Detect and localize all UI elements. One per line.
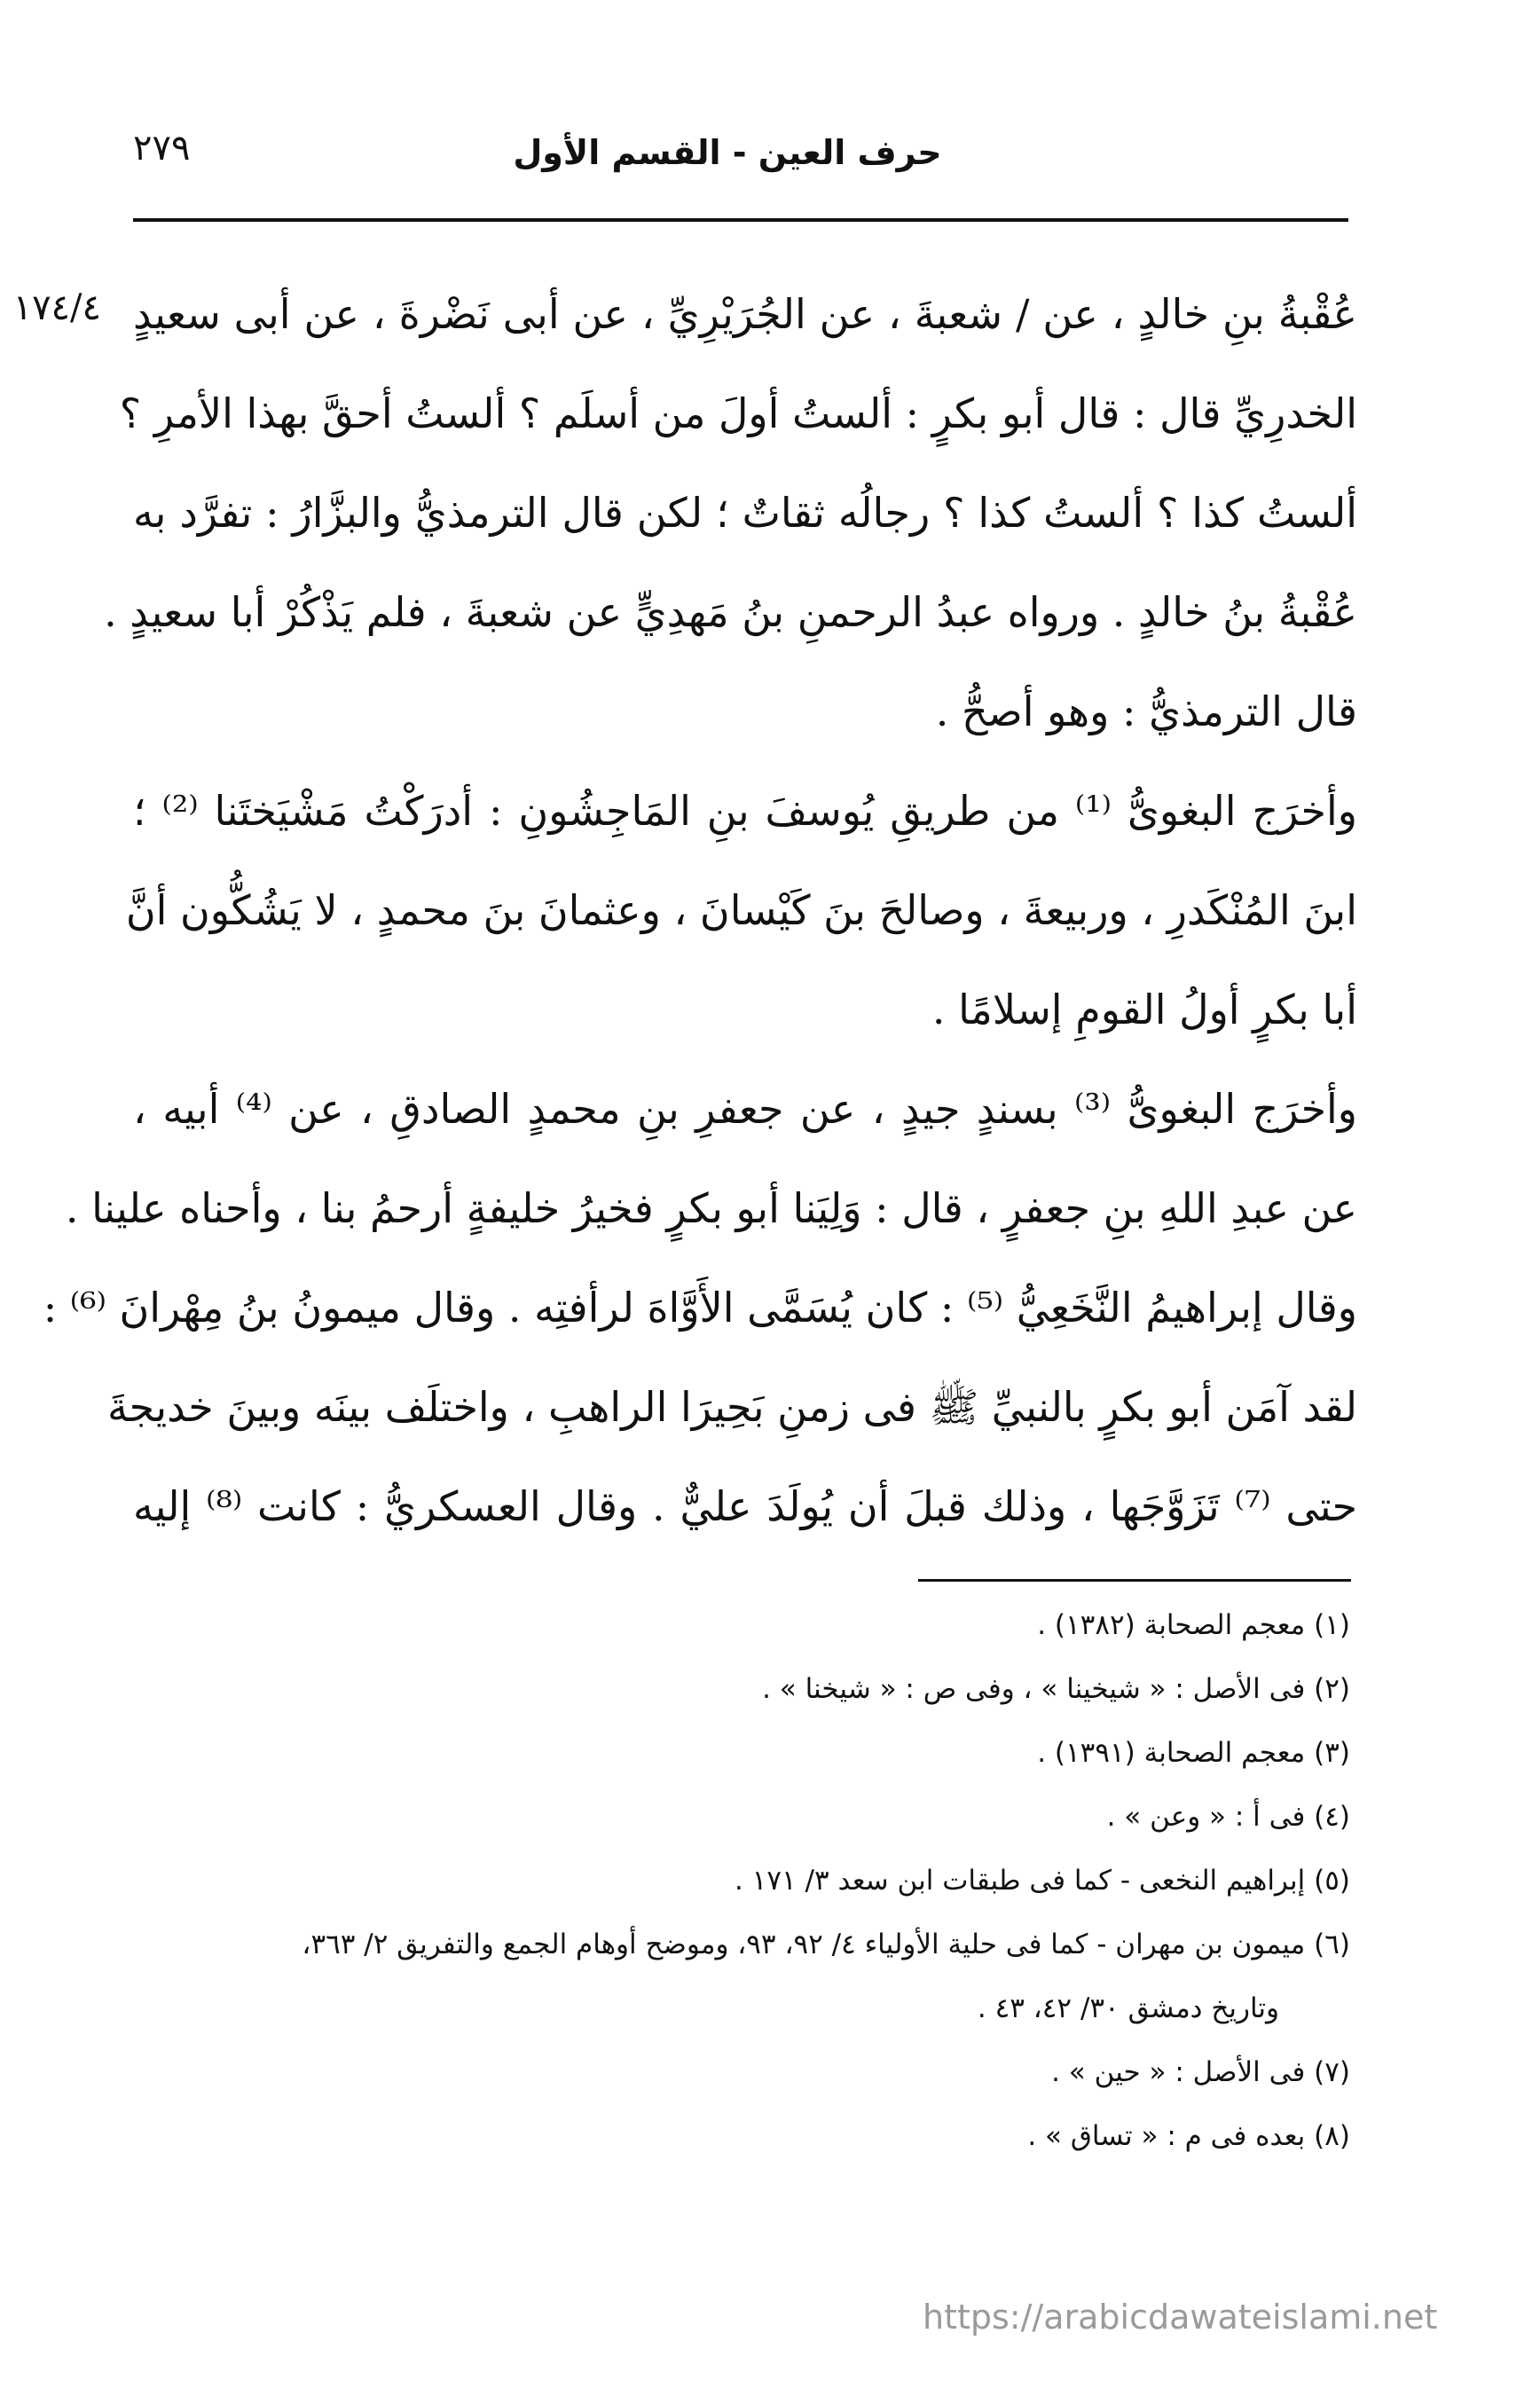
text-line: ابنَ المُنْكَدرِ ، وربيعةَ ، وصالحَ بنَ كَيْسانَ ، وعثمانَ بنَ محمدٍ ، لا يَشُكُّون أنَّ xyxy=(125,886,1357,934)
side-reference: ١٧٤/٤ xyxy=(12,287,101,328)
page-number: ٢٧٩ xyxy=(133,128,191,169)
text-line: وأخرَج البغوىُّ ⁽¹⁾ من طريقِ يُوسفَ بنِ المَاجِشُونِ : أدرَكْتُ مَشْيَختَنا ⁽²⁾ ؛ xyxy=(133,787,1357,835)
footnote-rule xyxy=(918,1579,1351,1582)
text-line: وقال إبراهيمُ النَّخَعِيُّ ⁽⁵⁾ : كان يُسَمَّى الأَوَّاهَ لرأفتِه . وقال ميمونُ بنُ مِهْرانَ ⁽⁶⁾ : xyxy=(43,1284,1357,1332)
text-line: حتى ⁽⁷⁾ تَزَوَّجَها ، وذلك قبلَ أن يُولَدَ عليٌّ . وقال العسكريُّ : كانت ⁽⁸⁾ إليه xyxy=(133,1482,1358,1530)
text-line: عُقْبةُ بنِ خالدٍ ، عن / شعبةَ ، عن الجُرَيْرِيِّ ، عن أبى نَضْرةَ ، عن أبى سعيدٍ xyxy=(133,290,1357,338)
text-line: الخدرِيِّ قال : قال أبو بكرٍ : ألستُ أولَ من أسلَم ؟ ألستُ أحقَّ بهذا الأمرِ ؟ xyxy=(119,389,1357,437)
text-line: أبا بكرٍ أولُ القومِ إسلامًا . xyxy=(931,986,1357,1033)
text-line: وأخرَج البغوىُّ ⁽³⁾ بسندٍ جيدٍ ، عن جعفرِ بنِ محمدٍ الصادقِ ، عن ⁽⁴⁾ أبيه ، xyxy=(133,1085,1358,1133)
text-line: عُقْبةُ بنُ خالدٍ . ورواه عبدُ الرحمنِ بنُ مَهدِيٍّ عن شعبةَ ، فلم يَذْكُرْ أبا سعيدٍ . xyxy=(104,588,1357,636)
footnote: (٦) ميمون بن مهران - كما فى حلية الأولياء ٤/ ٩٢، ٩٣، وموضح أوهام الجمع والتفريق ٢/ ٣٦٣، xyxy=(302,1929,1350,1960)
text-line: قال الترمذيُّ : وهو أصحُّ . xyxy=(935,687,1357,735)
footnote: (٢) فى الأصل : « شيخينا » ، وفى ص : « شيخنا » . xyxy=(762,1673,1350,1705)
footnote: (٤) فى أ : « وعن » . xyxy=(1106,1801,1350,1833)
text-line: عن عبدِ اللهِ بنِ جعفرٍ ، قال : وَلِيَنا أبو بكرٍ فخيرُ خليفةٍ أرحمُ بنا ، وأحناه علينا . xyxy=(65,1184,1357,1232)
footnote: (٨) بعده فى م : « تساق » . xyxy=(1027,2120,1350,2152)
footnote: (٧) فى الأصل : « حين » . xyxy=(1051,2056,1350,2088)
header-rule xyxy=(133,218,1348,222)
footnote: (٥) إبراهيم النخعى - كما فى طبقات ابن سعد ٣/ ١٧١ . xyxy=(734,1865,1350,1897)
watermark-url: https://arabicdawateislami.net xyxy=(923,2298,1438,2337)
footnote: (١) معجم الصحابة (١٣٨٢) . xyxy=(1037,1609,1350,1641)
footnote-continuation: وتاريخ دمشق ٣٠/ ٤٢، ٤٣ . xyxy=(977,1992,1279,2024)
footnotes xyxy=(266,1606,1350,2180)
footnote: (٣) معجم الصحابة (١٣٩١) . xyxy=(1037,1737,1350,1769)
text-line: ألستُ كذا ؟ ألستُ كذا ؟ رجالُه ثقاتٌ ؛ لكن قال الترمذيُّ والبزَّارُ : تفرَّد به xyxy=(133,489,1358,537)
text-line: لقد آمَن أبو بكرٍ بالنبيِّ ﷺ فى زمنِ بَحِيرَا الراهبِ ، واختلَف بينَه وبينَ خديجةَ xyxy=(106,1383,1357,1431)
running-title: حرف العين - القسم الأول xyxy=(513,133,942,172)
